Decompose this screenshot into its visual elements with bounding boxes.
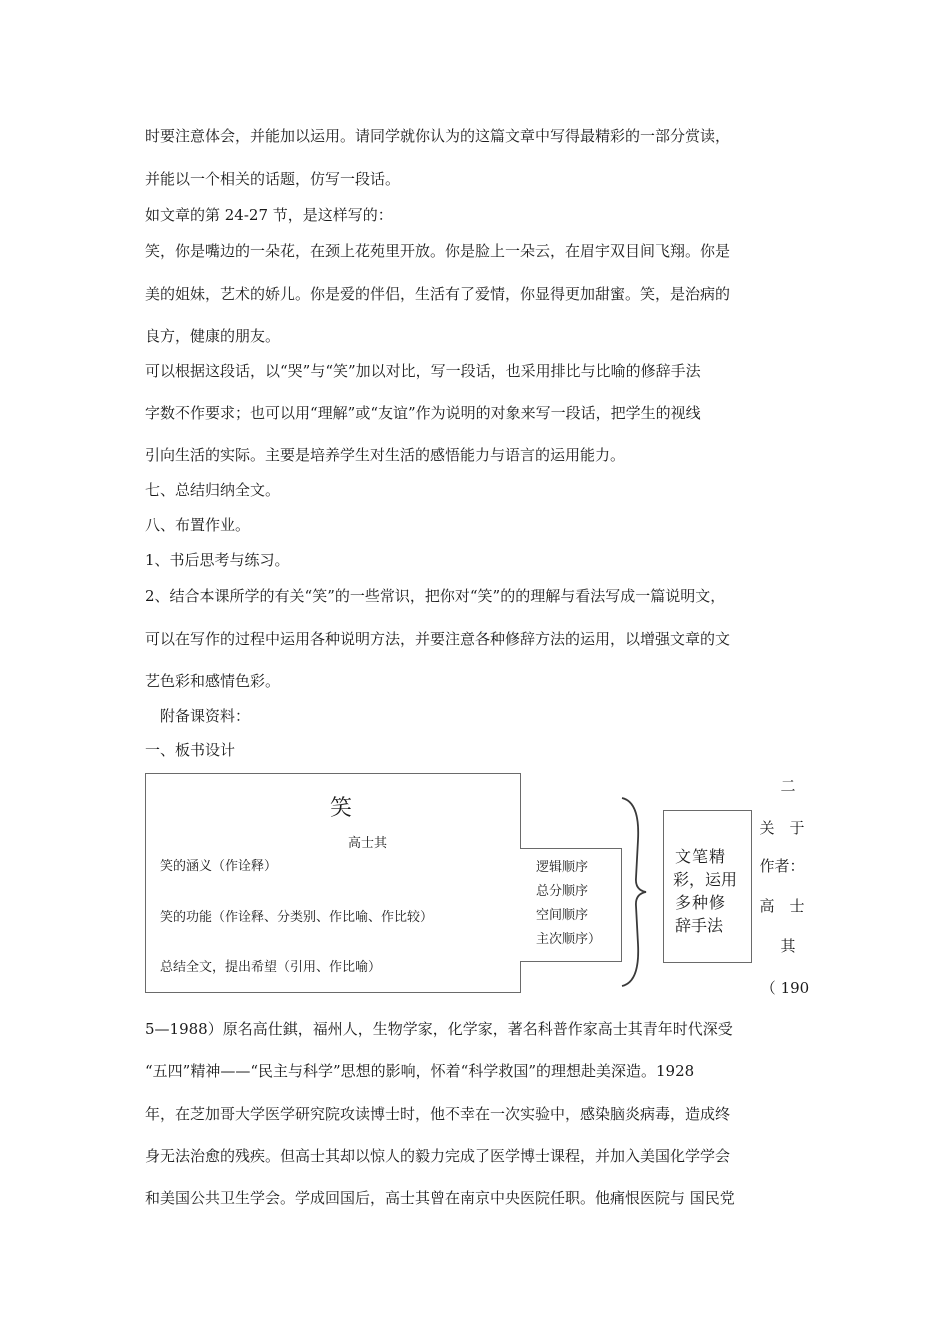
board-point: 总结全文，提出希望（引用、作比喻） [160,960,382,975]
text-line: 美的姐妹，艺术的娇儿。你是爱的伴侣，生活有了爱情，你显得更加甜蜜。笑，是治病的 [145,285,731,303]
text-line: 笑，你是嘴边的一朵花，在颈上花苑里开放。你是脸上一朵云，在眉宇双目间飞翔。你是 [145,242,731,260]
text-line: 良方，健康的朋友。 [145,327,281,345]
bio-line: 身无法治愈的残疾。但高士其却以惊人的毅力完成了医学博士课程，并加入美国化学学会 [145,1147,731,1165]
section-heading: 七、总结归纳全文。 [145,481,281,499]
text-line: 如文章的第 24-27 节，是这样写的： [145,206,393,224]
board-point: 笑的涵义（作诠释） [160,859,278,874]
board-order: 逻辑顺序 [536,860,589,875]
text-line: 2、结合本课所学的有关“笑”的一些常识，把你对“笑”的的理解与看法写成一篇说明文， [145,587,726,605]
board-point: 笑的功能（作诠释、分类别、作比喻、作比较） [160,910,434,925]
section-heading: 一、板书设计 [145,741,236,759]
text-line: 引向生活的实际。主要是培养学生对生活的感悟能力与语言的运用能力。 [145,446,626,464]
bio-line: 和美国公共卫生学会。学成回国后，高士其曾在南京中央医院任职。他痛恨医院与 国民党 [145,1189,735,1207]
board-summary-line: 文笔精 [675,847,727,866]
bio-line: 5—1988）原名高仕錤，福州人，生物学家，化学家，著名科普作家高士其青年时代深受 [145,1020,733,1038]
bio-line: “五四”精神——“民主与科学”思想的影响，怀着“科学救国”的理想赴美深造。1928 [145,1062,695,1080]
side-text: （ 190 [760,979,810,997]
board-summary-line: 辞手法 [675,916,724,935]
bio-line: 年，在芝加哥大学医学研究院攻读博士时，他不幸在一次实验中，感染脑炎病毒，造成终 [145,1105,731,1123]
text-line: 可以根据这段话，以“哭”与“笑”加以对比，写一段话，也采用排比与比喻的修辞手法 [145,362,701,380]
side-text: 作者： [759,857,805,875]
section-heading: 八、布置作业。 [145,516,251,534]
board-summary-line: 多种修 [675,893,727,912]
side-text: 二 [780,777,796,795]
side-text: 其 [780,937,796,955]
brace-icon [618,794,652,990]
board-order: 空间顺序 [536,908,589,923]
text-line: 时要注意体会，并能加以运用。请同学就你认为的这篇文章中写得最精彩的一部分赏读， [145,127,731,145]
text-line: 并能以一个相关的话题，仿写一段话。 [145,170,401,188]
text-line: 艺色彩和感情色彩。 [145,672,281,690]
board-order: 主次顺序） [536,932,602,947]
side-text: 关 于 [759,819,805,837]
board-order: 总分顺序 [536,884,589,899]
text-line: 1、书后思考与练习。 [145,551,290,569]
text-line: 附备课资料： [160,707,251,725]
board-title: 笑 [330,796,353,821]
text-line: 可以在写作的过程中运用各种说明方法，并要注意各种修辞方法的运用，以增强文章的文 [145,630,731,648]
board-author: 高士其 [348,836,388,851]
board-summary-line: 彩，运用 [673,870,738,889]
side-text: 高 士 [759,897,805,915]
text-line: 字数不作要求；也可以用“理解”或“友谊”作为说明的对象来写一段话，把学生的视线 [145,404,701,422]
